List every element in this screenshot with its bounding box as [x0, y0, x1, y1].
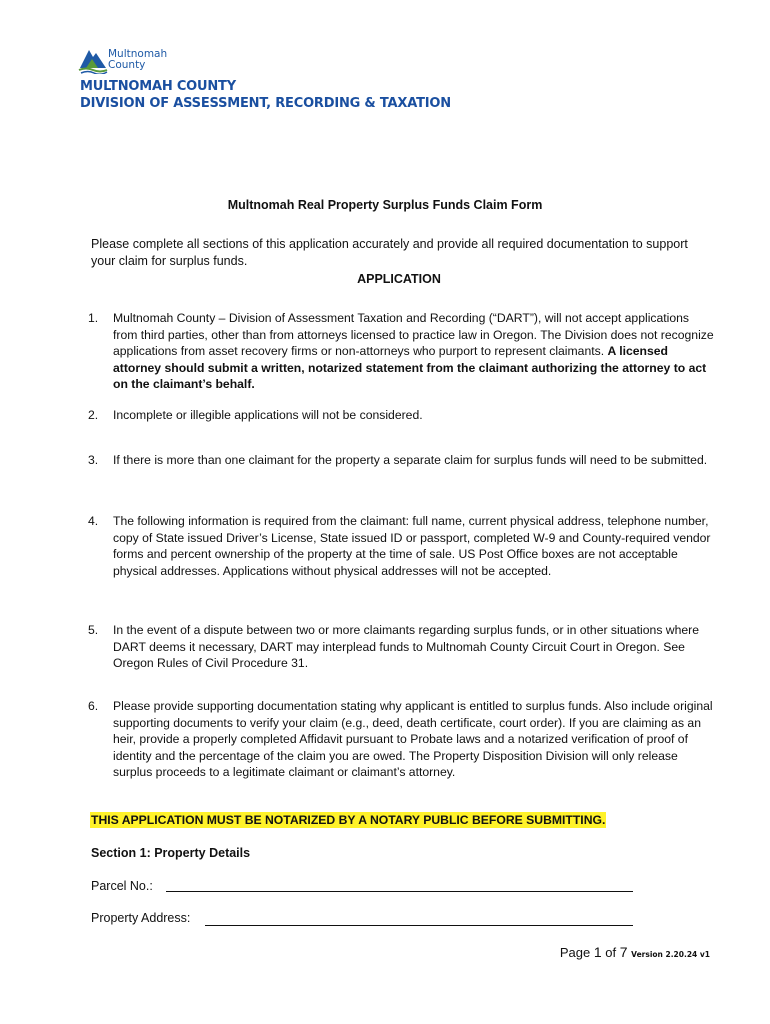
- version-label: Version 2.20.24 v1: [631, 950, 710, 959]
- item-number: 5.: [88, 623, 99, 637]
- parcel-label: Parcel No.:: [91, 879, 153, 893]
- logo-line-1: Multnomah: [108, 48, 168, 60]
- mountain-logo-icon: [78, 44, 108, 74]
- item-number: 6.: [88, 699, 99, 713]
- item-number: 4.: [88, 514, 99, 528]
- item-text: [113, 310, 714, 393]
- item-text: Please provide supporting documentation stating why applicant is entitled to surplus funds. Also include original supporting documents to verify your claim (e.g., deed, death certificate, court order). If you are claiming as an heir, provide a properly completed Affidavit pursuant to Probate laws and a notarized verification of proof of identity and the percentage of the claim you are owed. The Property Disposition Division will only release surplus proceeds to a legitimate claimant or claimant’s attorney.: [113, 699, 713, 780]
- parcel-number-field[interactable]: [166, 891, 633, 892]
- current-page: 1: [593, 944, 602, 960]
- division-name: DIVISION OF ASSESSMENT, RECORDING & TAXATION: [80, 96, 451, 111]
- property-address-label: Property Address:: [91, 911, 191, 925]
- page-footer: [560, 944, 710, 960]
- property-address-field[interactable]: [205, 925, 633, 926]
- logo-line-2: County: [108, 59, 146, 71]
- form-title: Multnomah Real Property Surplus Funds Claim Form: [227, 198, 543, 212]
- item-text: If there is more than one claimant for the property a separate claim for surplus funds will need to be submitted.: [113, 453, 708, 467]
- total-pages: 7: [619, 944, 628, 960]
- item-number: 1.: [88, 311, 99, 325]
- logo-wordmark: [108, 49, 167, 71]
- item-text: The following information is required from the claimant: full name, current physical address, telephone number, copy of State issued Driver’s License, State issued ID or passport, completed W-9 and County-required vendor forms and percent ownership of the property at the time of sale. US Post Office boxes are not acceptable physical addresses. Applications without physical addresses will not be accepted.: [113, 514, 711, 578]
- item-text-bold: A licensed attorney should submit a written, notarized statement from the claimant authorizing the attorney to act on the claimant’s behalf.: [113, 344, 707, 392]
- item-text: Incomplete or illegible applications will not be considered.: [113, 408, 423, 422]
- list-item-3: [84, 452, 714, 469]
- section-1-title: Section 1: Property Details: [91, 846, 251, 860]
- item-text-regular: Multnomah County – Division of Assessment Taxation and Recording (“DART”), will not accept applications from third parties, other than from attorneys licensed to practice law in Oregon. The Division does not recognize applications from asset recovery firms or non-attorneys who purport to represent claimants.: [113, 311, 714, 359]
- notarization-notice: THIS APPLICATION MUST BE NOTARIZED BY A NOTARY PUBLIC BEFORE SUBMITTING.: [91, 813, 606, 827]
- page-word: Page: [559, 945, 591, 960]
- county-name: MULTNOMAH COUNTY: [80, 79, 236, 94]
- intro-paragraph: Please complete all sections of this application accurately and provide all required documentation to support your claim for surplus funds.: [91, 237, 688, 268]
- list-item-6: [84, 698, 714, 781]
- list-item-2: [84, 407, 714, 424]
- application-heading: APPLICATION: [357, 272, 441, 286]
- item-number: 3.: [88, 453, 99, 467]
- document-header: [80, 78, 451, 112]
- multnomah-county-logo: [78, 44, 188, 78]
- list-item-1: [84, 310, 714, 393]
- list-item-4: [84, 513, 714, 579]
- item-number: 2.: [88, 408, 99, 422]
- item-text: In the event of a dispute between two or more claimants regarding surplus funds, or in other situations where DART deems it necessary, DART may interplead funds to Multnomah County Circuit Court in Oregon. See Oregon Rules of Civil Procedure 31.: [113, 623, 699, 671]
- list-item-5: [84, 622, 714, 672]
- of-word: of: [605, 945, 617, 960]
